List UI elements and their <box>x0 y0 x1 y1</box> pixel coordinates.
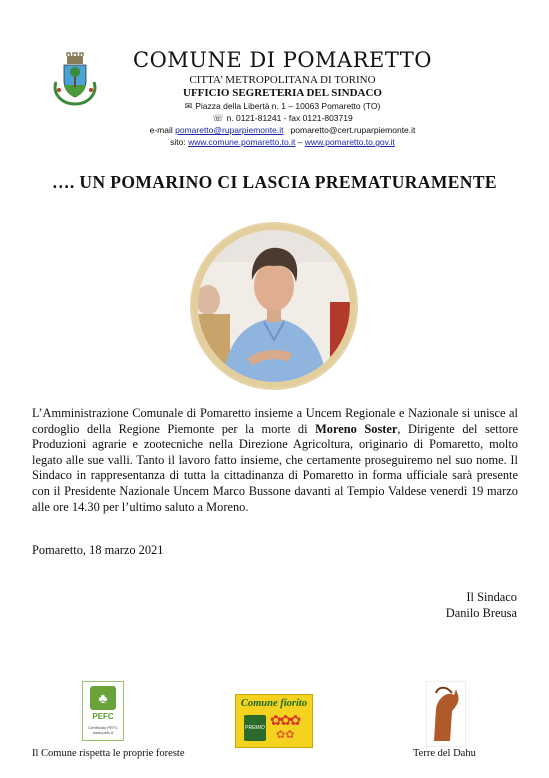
address-text: Piazza della Libertà n. 1 – 10063 Pomaretto (TO) <box>195 101 381 111</box>
website-line <box>95 137 470 147</box>
fiorito-title: Comune fiorito <box>240 698 308 709</box>
phone-line <box>95 113 470 124</box>
document-date: Pomaretto, 18 marzo 2021 <box>32 543 164 557</box>
site-label: sito: <box>170 137 186 147</box>
signature-role: Il Sindaco <box>466 590 517 604</box>
tree-icon: ♣ <box>90 686 116 710</box>
portrait-photo <box>190 222 358 390</box>
fiorito-badge: PREMIO <box>244 715 266 741</box>
email-link[interactable]: pomaretto@ruparpiemonte.it <box>175 125 284 135</box>
body-part-2: , Dirigente del settore Produzioni agrarie e zootecniche nella Direzione Agricoltura, originario di Pomaretto, molto legato alle sue valli. Tanto il lavoro fatto insieme, che certamente proseguiremo nel suo nome. Il Sindaco in rappresentanza di tutta la cittadinanza di Pomaretto in forma ufficiale sarà presente con il Presidente Nazionale Uncem Marco Bussone davanti al Tempio Valdese venerdì 19 marzo alle ore 14.30 per l’ultimo saluto a Moreno. <box>32 421 519 514</box>
deceased-name: Moreno Soster <box>315 421 398 436</box>
signature-name: Danilo Breusa <box>445 606 517 620</box>
flower-icon: ✿✿ <box>276 729 295 741</box>
comune-fiorito-logo <box>235 694 313 748</box>
footer-dahu-text: Terre del Dahu <box>413 748 476 759</box>
phone-icon: ☏ <box>212 113 224 123</box>
dahu-logo <box>426 681 466 747</box>
footer-forest-text: Il Comune rispetta le proprie foreste <box>32 748 185 759</box>
envelope-icon: ✉ <box>184 101 193 111</box>
address-line <box>95 101 470 112</box>
announcement-body <box>32 406 518 515</box>
pefc-logo <box>82 681 124 741</box>
signature-block <box>380 589 517 621</box>
body-part-1: L’Amministrazione Comunale di Pomaretto insieme a Uncem Regionale e Nazionale si unisce al cordoglio della Regione Piemonte per la morte di <box>32 406 518 436</box>
office-name: UFFICIO SEGRETERIA DEL SINDACO <box>183 87 382 99</box>
coat-of-arms-logo <box>50 52 100 106</box>
headline: …. UN POMARINO CI LASCIA PREMATURAMENTE <box>51 172 497 192</box>
email-line <box>95 125 470 135</box>
phone-text: n. 0121-81241 - fax 0121-803719 <box>226 113 353 123</box>
pefc-certified-label: Certificato PEFC <box>88 725 118 730</box>
pefc-url: www.pefc.it <box>92 730 114 735</box>
flowers-icon: ✿✿✿ <box>270 714 300 729</box>
pefc-label: PEFC <box>92 712 114 721</box>
pec-email-text: pomaretto@cert.ruparpiemonte.it <box>290 125 416 135</box>
website-link-1[interactable]: www.comune.pomaretto.to.it <box>188 137 296 147</box>
website-link-2[interactable]: www.pomaretto.to.gov.it <box>304 137 395 147</box>
site-separator: – <box>295 137 305 147</box>
metropolitan-city-subtitle: CITTA’ METROPOLITANA DI TORINO <box>189 74 376 86</box>
municipality-title: COMUNE DI POMARETTO <box>133 48 432 72</box>
email-label: e-mail <box>149 125 173 135</box>
